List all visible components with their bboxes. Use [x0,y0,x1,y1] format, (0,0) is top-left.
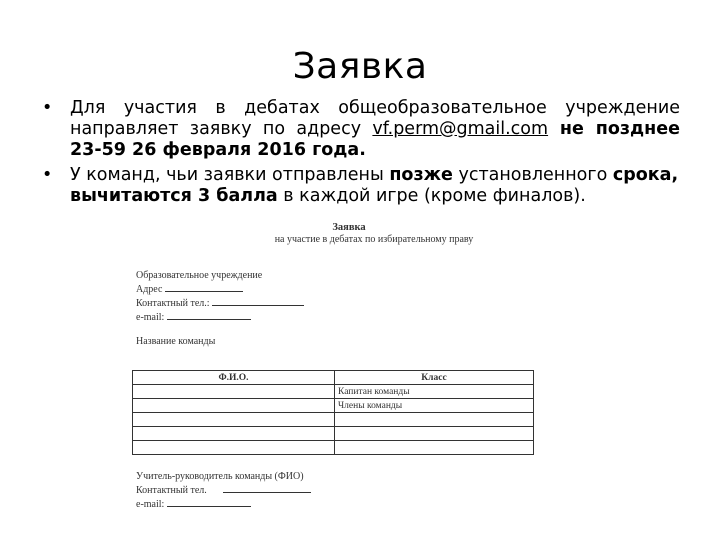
teacher-phone-blank [223,483,311,493]
table-cell [335,441,534,455]
team-name-label: Название команды [136,336,216,347]
table-row [133,399,534,413]
bold-penalty: срока, вычитаются 3 балла [70,165,679,206]
email-label: e-mail: [136,312,165,323]
table-row [133,441,534,455]
deadline-text: не позднее 23-59 26 февраля 2016 года. [70,119,680,160]
bold-later: позже [389,165,453,185]
form-fields [136,269,536,324]
bullet-text: в каждой игре (кроме финалов). [277,186,586,206]
teacher-email-label: e-mail: [136,499,165,510]
address-blank [165,282,243,292]
table-header [133,371,534,385]
email-field [136,310,536,324]
phone-blank [212,296,304,306]
bullet-text: Для участия в дебатах общеобразовательное учреждение направляет заявку по адресу [70,98,680,139]
teacher-field [136,470,536,483]
bullet-text: У команд, чьи заявки отправлены [70,165,390,185]
form-subtitle: на участие в дебатах по избирательному праву [274,234,474,245]
table-row [133,385,534,399]
teacher-email-field [136,497,536,511]
table-cell: Члены команды [335,399,534,413]
table-row [133,413,534,427]
table-cell: Капитан команды [335,385,534,399]
bullet-dot: • [42,165,53,185]
col-class-header: Класс [335,371,534,385]
email-link[interactable]: vf.perm@gmail.com [372,119,549,139]
teacher-phone-label: Контактный тел. [136,485,207,496]
table-row [133,427,534,441]
col-name-header: Ф.И.О. [133,371,335,385]
phone-label: Контактный тел.: [136,298,210,309]
bullet-dot: • [42,98,53,118]
institution-field [136,269,536,282]
teacher-label: Учитель-руководитель команды (ФИО) [136,471,304,482]
bullet-list [40,98,680,211]
slide-title: Заявка [292,46,428,87]
bullet-item-deadline [40,98,680,161]
application-form-image [132,222,536,511]
form-title: Заявка [332,222,366,233]
teacher-phone-field [136,483,536,497]
bullet-text: установленного [452,165,613,185]
teacher-email-blank [167,497,251,507]
email-blank [167,310,251,320]
address-field [136,282,536,296]
members-table [132,370,534,455]
table-cell [335,427,534,441]
bullet-item-penalty [40,165,680,207]
institution-label: Образовательное учреждение [136,270,263,281]
phone-field [136,296,536,310]
form-footer [136,470,536,511]
address-label: Адрес [136,284,163,295]
table-cell [335,413,534,427]
